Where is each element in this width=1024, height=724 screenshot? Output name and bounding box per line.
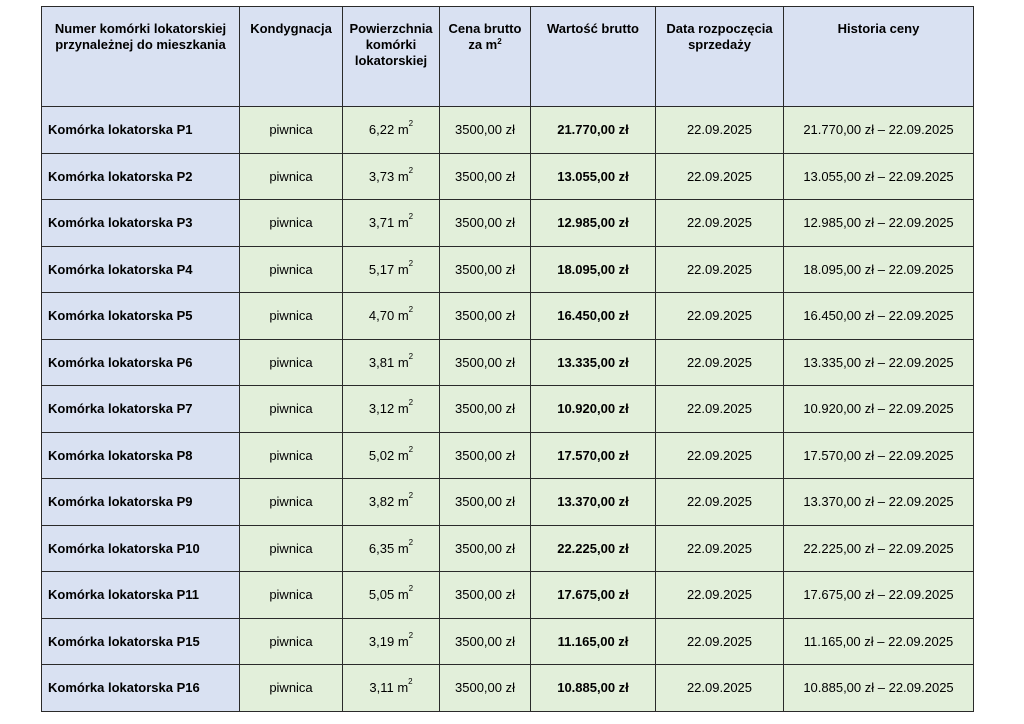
area-unit-sup: 2 [408,398,414,408]
area-unit-sup: 2 [408,258,414,268]
sale-start-date-cell-value: 22.09.2025 [686,261,753,277]
sale-start-date-cell-value: 22.09.2025 [686,680,753,696]
sale-start-date-cell-value: 22.09.2025 [686,540,753,556]
area-unit: m [397,587,409,603]
area-unit-sup: 2 [408,305,414,315]
sale-start-date-cell [656,525,784,572]
sale-start-date-cell [656,339,784,386]
sale-start-date-cell [656,432,784,479]
price-per-m2-cell-value: 3500,00 zł [455,261,515,277]
floor-cell [240,665,343,712]
area-cell [343,153,440,200]
price-per-m2-cell-value: 3500,00 zł [455,122,515,138]
sale-start-date-cell-value: 22.09.2025 [686,401,753,417]
area-cell-value: 5,17 [368,261,395,277]
price-history-cell [784,293,974,340]
sale-start-date-cell-value: 22.09.2025 [686,447,753,463]
table-row [42,386,974,433]
price-per-m2-cell [440,479,531,526]
price-per-m2-cell-value: 3500,00 zł [455,587,515,603]
unit-name-cell-value: Komórka lokatorska P5 [48,308,193,324]
header-price-per-m2 [440,7,531,107]
floor-cell [240,572,343,619]
unit-name-cell-value: Komórka lokatorska P16 [48,680,200,696]
sale-start-date-cell-value: 22.09.2025 [686,122,753,138]
unit-name-cell-value: Komórka lokatorska P10 [48,540,200,556]
price-per-m2-cell-value: 3500,00 zł [455,308,515,324]
gross-value-cell [531,386,656,433]
gross-value-cell-value: 11.165,00 zł [557,633,629,649]
unit-name-cell [42,572,240,619]
table-header-row [42,7,974,107]
unit-name-cell-value: Komórka lokatorska P8 [48,447,193,463]
sale-start-date-cell [656,479,784,526]
area-unit-sup: 2 [408,119,414,129]
floor-cell [240,293,343,340]
header-sale-start-date [656,7,784,107]
unit-name-cell [42,665,240,712]
unit-name-cell [42,200,240,247]
floor-cell [240,432,343,479]
gross-value-cell-value: 21.770,00 zł [557,122,629,138]
gross-value-cell [531,246,656,293]
price-history-cell-value: 12.985,00 zł – 22.09.2025 [803,215,954,231]
header-price-history [784,7,974,107]
sale-start-date-cell-value: 22.09.2025 [686,168,753,184]
price-per-m2-cell-value: 3500,00 zł [455,354,515,370]
sale-start-date-cell-value: 22.09.2025 [686,354,753,370]
table-row [42,665,974,712]
area-cell [343,107,440,154]
price-per-m2-cell-value: 3500,00 zł [455,494,515,510]
area-cell-value: 3,19 [368,633,395,649]
header-price-per-m2-sup: 2 [497,37,502,46]
table-row [42,246,974,293]
price-history-cell [784,153,974,200]
unit-name-cell-value: Komórka lokatorska P2 [48,168,193,184]
price-history-cell-value: 13.335,00 zł – 22.09.2025 [803,354,954,370]
gross-value-cell-value: 10.920,00 zł [557,401,629,417]
area-unit: m [397,354,409,370]
price-history-cell-value: 18.095,00 zł – 22.09.2025 [803,261,954,277]
area-cell-value: 3,82 [368,494,395,510]
price-history-cell-value: 16.450,00 zł – 22.09.2025 [803,308,954,324]
area-cell [343,386,440,433]
price-per-m2-cell [440,339,531,386]
area-unit: m [397,308,409,324]
floor-cell-value: piwnica [269,540,313,556]
floor-cell [240,200,343,247]
area-cell [343,572,440,619]
price-per-m2-cell-value: 3500,00 zł [455,680,515,696]
area-cell-value: 3,81 [368,354,395,370]
gross-value-cell [531,107,656,154]
table-row [42,479,974,526]
floor-cell-value: piwnica [269,587,313,603]
price-history-cell [784,618,974,665]
floor-cell [240,153,343,200]
gross-value-cell-value: 13.055,00 zł [557,168,629,184]
gross-value-cell [531,479,656,526]
price-history-cell [784,246,974,293]
header-price-history-label: Historia ceny [837,21,920,36]
gross-value-cell-value: 18.095,00 zł [557,261,629,277]
storage-units-table [41,6,974,712]
price-per-m2-cell [440,200,531,247]
floor-cell-value: piwnica [269,122,313,138]
price-per-m2-cell [440,107,531,154]
sale-start-date-cell [656,386,784,433]
area-unit-sup: 2 [408,537,414,547]
unit-name-cell-value: Komórka lokatorska P6 [48,354,193,370]
header-sale-start-date-label: Data rozpoczęcia sprzedaży [666,21,773,52]
floor-cell [240,339,343,386]
price-history-cell-value: 22.225,00 zł – 22.09.2025 [803,540,954,556]
sale-start-date-cell [656,246,784,293]
area-unit-sup: 2 [408,444,414,454]
area-unit: m [397,401,409,417]
floor-cell-value: piwnica [269,261,313,277]
sale-start-date-cell-value: 22.09.2025 [686,633,753,649]
table-row [42,293,974,340]
gross-value-cell-value: 13.370,00 zł [557,494,629,510]
gross-value-cell-value: 22.225,00 zł [557,540,629,556]
unit-name-cell-value: Komórka lokatorska P3 [48,215,193,231]
table-row [42,525,974,572]
area-cell [343,432,440,479]
price-per-m2-cell-value: 3500,00 zł [455,633,515,649]
area-cell-value: 6,35 [368,540,395,556]
floor-cell-value: piwnica [269,680,313,696]
price-history-cell [784,432,974,479]
floor-cell [240,525,343,572]
gross-value-cell [531,665,656,712]
gross-value-cell [531,572,656,619]
table-row [42,200,974,247]
price-per-m2-cell [440,525,531,572]
price-history-cell-value: 10.920,00 zł – 22.09.2025 [803,401,954,417]
area-unit: m [397,633,409,649]
price-history-cell-value: 17.570,00 zł – 22.09.2025 [803,447,954,463]
area-cell-value: 4,70 [368,308,395,324]
floor-cell-value: piwnica [269,354,313,370]
area-unit: m [397,680,409,696]
header-unit-number [42,7,240,107]
price-per-m2-cell [440,293,531,340]
header-gross-value-label: Wartość brutto [547,21,639,36]
gross-value-cell [531,200,656,247]
area-unit: m [397,215,409,231]
price-per-m2-cell [440,386,531,433]
sale-start-date-cell-value: 22.09.2025 [686,587,753,603]
sale-start-date-cell [656,200,784,247]
area-cell-value: 6,22 [368,122,395,138]
sale-start-date-cell-value: 22.09.2025 [686,215,753,231]
area-unit: m [397,447,409,463]
floor-cell-value: piwnica [269,308,313,324]
area-unit: m [397,261,409,277]
unit-name-cell [42,479,240,526]
header-unit-number-label: Numer komórki lokatorskiej przynależnej do mieszkania [54,21,227,52]
table-row [42,432,974,479]
floor-cell-value: piwnica [269,215,313,231]
area-unit: m [397,494,409,510]
area-unit: m [397,168,409,184]
floor-cell [240,107,343,154]
unit-name-cell [42,339,240,386]
price-per-m2-cell-value: 3500,00 zł [455,540,515,556]
area-cell-value: 5,02 [368,447,395,463]
unit-name-cell-value: Komórka lokatorska P4 [48,261,193,277]
area-unit-sup: 2 [408,165,414,175]
sale-start-date-cell [656,572,784,619]
area-unit: m [397,540,409,556]
price-history-cell [784,665,974,712]
unit-name-cell [42,293,240,340]
price-per-m2-cell-value: 3500,00 zł [455,401,515,417]
price-history-cell-value: 10.885,00 zł – 22.09.2025 [803,680,954,696]
sale-start-date-cell [656,293,784,340]
gross-value-cell-value: 12.985,00 zł [557,215,629,231]
area-cell-value: 3,73 [368,168,395,184]
unit-name-cell-value: Komórka lokatorska P1 [48,122,193,138]
price-per-m2-cell-value: 3500,00 zł [455,215,515,231]
area-cell-value: 3,71 [368,215,395,231]
area-cell-value: 3,11 [369,680,394,696]
unit-name-cell [42,386,240,433]
area-cell [343,479,440,526]
price-per-m2-cell [440,432,531,479]
table-row [42,572,974,619]
unit-name-cell-value: Komórka lokatorska P11 [48,587,200,603]
price-history-cell-value: 11.165,00 zł – 22.09.2025 [803,633,954,649]
price-history-cell [784,339,974,386]
price-history-cell [784,200,974,247]
floor-cell [240,479,343,526]
price-per-m2-cell [440,153,531,200]
table-row [42,618,974,665]
price-history-cell-value: 13.370,00 zł – 22.09.2025 [803,494,954,510]
gross-value-cell [531,618,656,665]
gross-value-cell [531,153,656,200]
unit-name-cell-value: Komórka lokatorska P15 [48,633,200,649]
area-unit-sup: 2 [408,351,414,361]
gross-value-cell [531,525,656,572]
sale-start-date-cell-value: 22.09.2025 [686,308,753,324]
sale-start-date-cell-value: 22.09.2025 [686,494,753,510]
floor-cell-value: piwnica [269,447,313,463]
unit-name-cell [42,107,240,154]
sale-start-date-cell [656,665,784,712]
area-cell [343,525,440,572]
unit-name-cell [42,432,240,479]
gross-value-cell [531,339,656,386]
price-per-m2-cell [440,618,531,665]
price-history-cell [784,107,974,154]
gross-value-cell [531,293,656,340]
floor-cell-value: piwnica [269,168,313,184]
floor-cell-value: piwnica [269,401,313,417]
area-cell [343,665,440,712]
area-unit-sup: 2 [408,491,414,501]
table-row [42,153,974,200]
unit-name-cell-value: Komórka lokatorska P7 [48,401,193,417]
floor-cell-value: piwnica [269,633,313,649]
price-per-m2-cell [440,572,531,619]
floor-cell [240,246,343,293]
header-area-label: Powierzchnia komórki lokatorskiej [349,21,433,68]
floor-cell-value: piwnica [269,494,313,510]
area-unit-sup: 2 [408,212,414,222]
unit-name-cell [42,153,240,200]
price-history-cell-value: 17.675,00 zł – 22.09.2025 [803,587,954,603]
unit-name-cell [42,525,240,572]
unit-name-cell [42,618,240,665]
header-floor [240,7,343,107]
area-cell-value: 5,05 [368,587,395,603]
area-unit-sup: 2 [408,677,413,687]
price-history-cell [784,479,974,526]
area-cell [343,339,440,386]
header-price-per-m2-label: Cena brutto za m [448,21,522,52]
header-gross-value [531,7,656,107]
gross-value-cell [531,432,656,479]
price-per-m2-cell [440,665,531,712]
table-row [42,107,974,154]
gross-value-cell-value: 10.885,00 zł [557,680,629,696]
price-per-m2-cell-value: 3500,00 zł [455,168,515,184]
sale-start-date-cell [656,618,784,665]
gross-value-cell-value: 17.570,00 zł [557,447,629,463]
price-per-m2-cell [440,246,531,293]
unit-name-cell-value: Komórka lokatorska P9 [48,494,193,510]
sale-start-date-cell [656,107,784,154]
area-cell [343,618,440,665]
price-history-cell-value: 21.770,00 zł – 22.09.2025 [803,122,954,138]
area-unit: m [397,122,409,138]
price-history-cell [784,572,974,619]
table-row [42,339,974,386]
unit-name-cell [42,246,240,293]
area-unit-sup: 2 [408,584,414,594]
gross-value-cell-value: 16.450,00 zł [557,308,629,324]
price-history-cell [784,525,974,572]
header-floor-label: Kondygnacja [250,21,332,36]
floor-cell [240,386,343,433]
header-area [343,7,440,107]
area-cell [343,246,440,293]
floor-cell [240,618,343,665]
area-unit-sup: 2 [408,630,414,640]
area-cell [343,200,440,247]
area-cell [343,293,440,340]
price-history-cell [784,386,974,433]
gross-value-cell-value: 17.675,00 zł [557,587,629,603]
gross-value-cell-value: 13.335,00 zł [557,354,629,370]
area-cell-value: 3,12 [368,401,395,417]
price-per-m2-cell-value: 3500,00 zł [455,447,515,463]
price-history-cell-value: 13.055,00 zł – 22.09.2025 [803,168,954,184]
sale-start-date-cell [656,153,784,200]
